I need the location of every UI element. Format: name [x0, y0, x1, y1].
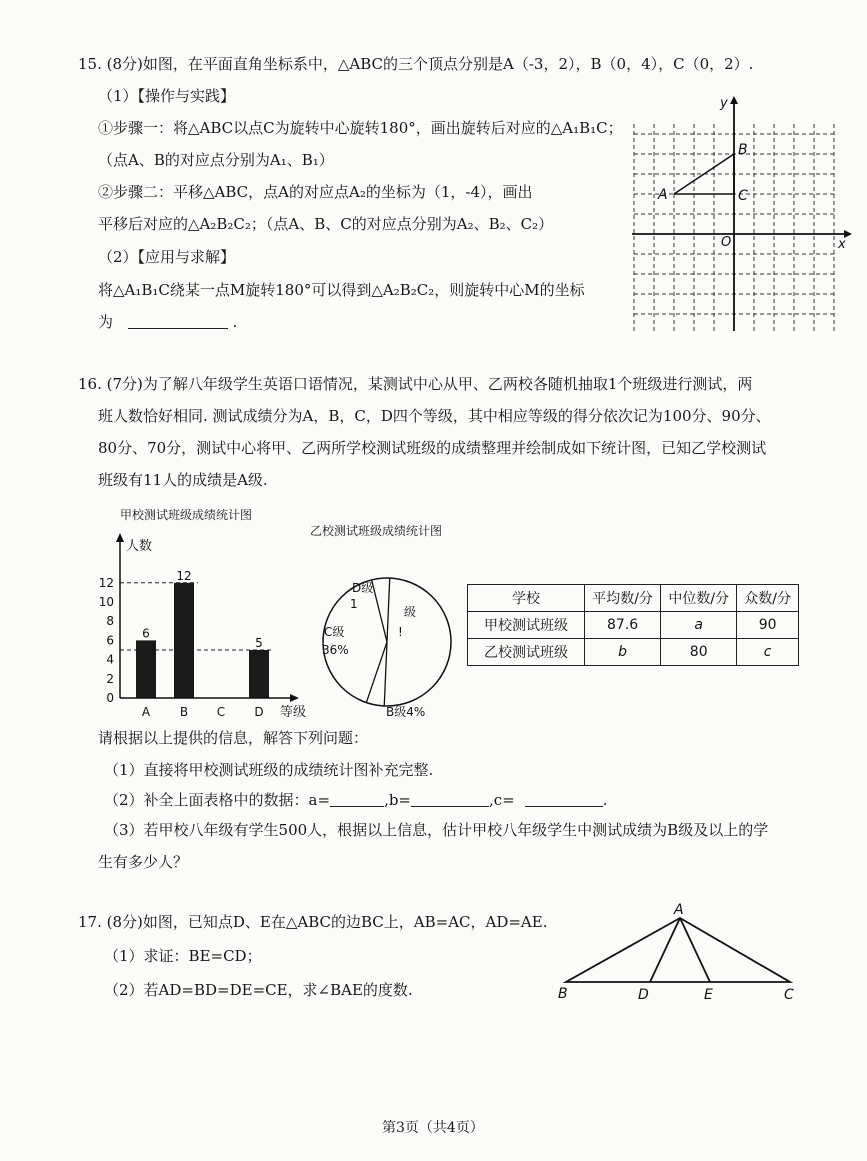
table-cell: 80	[661, 639, 737, 666]
table-cell: 甲校测试班级	[468, 612, 585, 639]
segment-ad	[650, 918, 680, 982]
q15-part2-title: （2）【应用与求解】	[98, 248, 236, 266]
q15-head: 15. (8分)如图，在平面直角坐标系中，△ABC的三个顶点分别是A（-3，2），B（0，4），C（0，2）.	[78, 55, 754, 73]
pie-slice-d-edge	[372, 580, 387, 642]
bar-chart-title: 甲校测试班级成绩统计图	[120, 508, 253, 522]
point-c-label: C	[738, 188, 748, 204]
page-footer: 第3页（共4页）	[382, 1120, 484, 1136]
bar-value-label: 12	[176, 568, 192, 583]
triangle-abc	[566, 918, 790, 982]
pie-slice-b-edge	[384, 642, 387, 706]
bar-y-tick-label: 6	[106, 633, 114, 648]
bar-value-label: 6	[142, 626, 150, 641]
coordinate-grid	[632, 94, 854, 334]
table-cell: c	[737, 639, 799, 666]
q16-prompt: 请根据以上提供的信息，解答下列问题：	[98, 729, 369, 747]
stats-table	[467, 584, 799, 666]
pie-label-d-count: 1	[350, 597, 358, 611]
bar-y-tick-label: 12	[98, 575, 114, 590]
q17-line1: 17. (8分)如图，已知点D、E在△ABC的边BC上，AB=AC，AD=AE.	[78, 913, 548, 931]
pie-label-c: C级	[324, 625, 345, 639]
point-a-label: A	[658, 187, 668, 203]
table-row	[468, 639, 799, 666]
pie-label-a-mark: !	[398, 625, 403, 639]
q16-line4: 班级有11人的成绩是A级.	[98, 471, 268, 489]
q15-step1-note: （点A、B的对应点分别为A₁、B₁）	[98, 151, 334, 169]
table-cell: a	[661, 612, 737, 639]
table-header: 中位数/分	[661, 585, 737, 612]
bar-y-tick-label: 2	[106, 671, 114, 686]
table-cell: 乙校测试班级	[468, 639, 585, 666]
q15-part1-title: （1）【操作与实践】	[98, 87, 236, 105]
pie-slice-a-edge	[387, 578, 390, 642]
pie-slice-c-edge	[366, 642, 387, 703]
q16-sub3-line1: （3）若甲校八年级有学生500人，根据以上信息，估计甲校八年级学生中测试成绩为B级及以上的学	[104, 821, 769, 839]
bar-category-label: C	[216, 705, 226, 719]
vertex-c-label: C	[784, 987, 794, 1003]
q16-line3: 80分、70分，测试中心将甲、乙两所学校测试班级的成绩整理并绘制成如下统计图，已知乙学校测试	[98, 439, 767, 457]
answer-blank-m[interactable]	[128, 314, 228, 329]
q16-sub2-end: .	[602, 791, 608, 809]
q16-sub2-c: ,c=	[489, 791, 515, 809]
bar-y-tick-label: 4	[106, 652, 114, 667]
pie-chart-title: 乙校测试班级成绩统计图	[310, 524, 443, 538]
pie-label-d: D级	[352, 581, 374, 595]
pie-label-b: B级4%	[386, 705, 426, 719]
table-cell: 87.6	[585, 612, 661, 639]
bar-y-tick-label: 0	[106, 691, 114, 705]
bar-value-label: 5	[255, 636, 263, 650]
pie-label-c-pct: 36%	[322, 643, 349, 657]
q17-sub2: （2）若AD=BD=DE=CE，求∠BAE的度数.	[104, 981, 413, 999]
q15-part2-end: 为	[98, 313, 114, 331]
bar-a	[136, 640, 156, 698]
bar-category-label: B	[179, 705, 189, 719]
q15-step1: ①步骤一：将△ABC以点C为旋转中心旋转180°，画出旋转后对应的△A₁B₁C；	[98, 119, 623, 137]
triangle-figure	[552, 900, 812, 1010]
table-cell: b	[585, 639, 661, 666]
table-header: 众数/分	[737, 585, 799, 612]
answer-blank-b[interactable]	[411, 792, 489, 807]
table-header: 学校	[468, 585, 585, 612]
table-header: 平均数/分	[585, 585, 661, 612]
x-axis-label: x	[838, 237, 846, 252]
point-b-label: B	[738, 142, 748, 158]
table-cell: 90	[737, 612, 799, 639]
q17-sub1: （1）求证：BE=CD；	[104, 947, 262, 965]
bar-chart	[80, 530, 320, 725]
vertex-b-label: B	[558, 986, 568, 1002]
q15-step2-cont: 平移后对应的△A₂B₂C₂；（点A、B、C的对应点分别为A₂、B₂、C₂）	[98, 215, 554, 233]
bar-x-axis-arrow	[290, 694, 299, 702]
q16-sub1: （1）直接将甲校测试班级的成绩统计图补充完整.	[104, 761, 434, 779]
q16-line1: 16. (7分)为了解八年级学生英语口语情况，某测试中心从甲、乙两校各随机抽取1个班级进行测试，两	[78, 375, 753, 393]
q16-sub2	[104, 790, 608, 810]
bar-b	[174, 583, 194, 698]
vertex-a-label: A	[674, 902, 684, 918]
bar-d	[249, 650, 269, 698]
q15-step2: ②步骤二：平移△ABC，点A的对应点A₂的坐标为（1，-4），画出	[98, 183, 533, 201]
bar-category-label: D	[254, 705, 264, 719]
y-axis-arrow	[730, 96, 738, 104]
q15-part2-answer	[98, 312, 237, 332]
q16-sub2-pre: （2）补全上面表格中的数据：a=	[104, 791, 331, 809]
answer-blank-a[interactable]	[330, 792, 384, 807]
bar-y-axis-arrow	[116, 533, 124, 542]
table-row	[468, 612, 799, 639]
bar-xlabel: 等级	[280, 705, 307, 720]
pie-chart	[312, 570, 462, 720]
q16-sub3-line2: 生有多少人？	[98, 853, 189, 871]
bar-category-label: A	[141, 705, 151, 719]
origin-label: O	[721, 235, 732, 250]
table-header-row	[468, 585, 799, 612]
q15-part2-text: 将△A₁B₁C绕某一点M旋转180°可以得到△A₂B₂C₂，则旋转中心M的坐标	[98, 281, 585, 299]
q16-line2: 班人数恰好相同. 测试成绩分为A，B，C，D四个等级，其中相应等级的得分依次记为100分、90分、	[98, 407, 771, 425]
q15-part2-dot: .	[232, 313, 238, 331]
bar-y-tick-label: 10	[98, 595, 114, 609]
pie-label-a: 级	[404, 605, 417, 619]
bar-y-tick-label: 8	[106, 614, 114, 629]
answer-blank-c[interactable]	[525, 792, 603, 807]
q16-sub2-b: ,b=	[384, 791, 412, 809]
y-axis-label: y	[720, 96, 728, 111]
bar-ylabel: 人数	[126, 539, 153, 554]
vertex-d-label: D	[638, 987, 649, 1003]
vertex-e-label: E	[704, 987, 713, 1003]
